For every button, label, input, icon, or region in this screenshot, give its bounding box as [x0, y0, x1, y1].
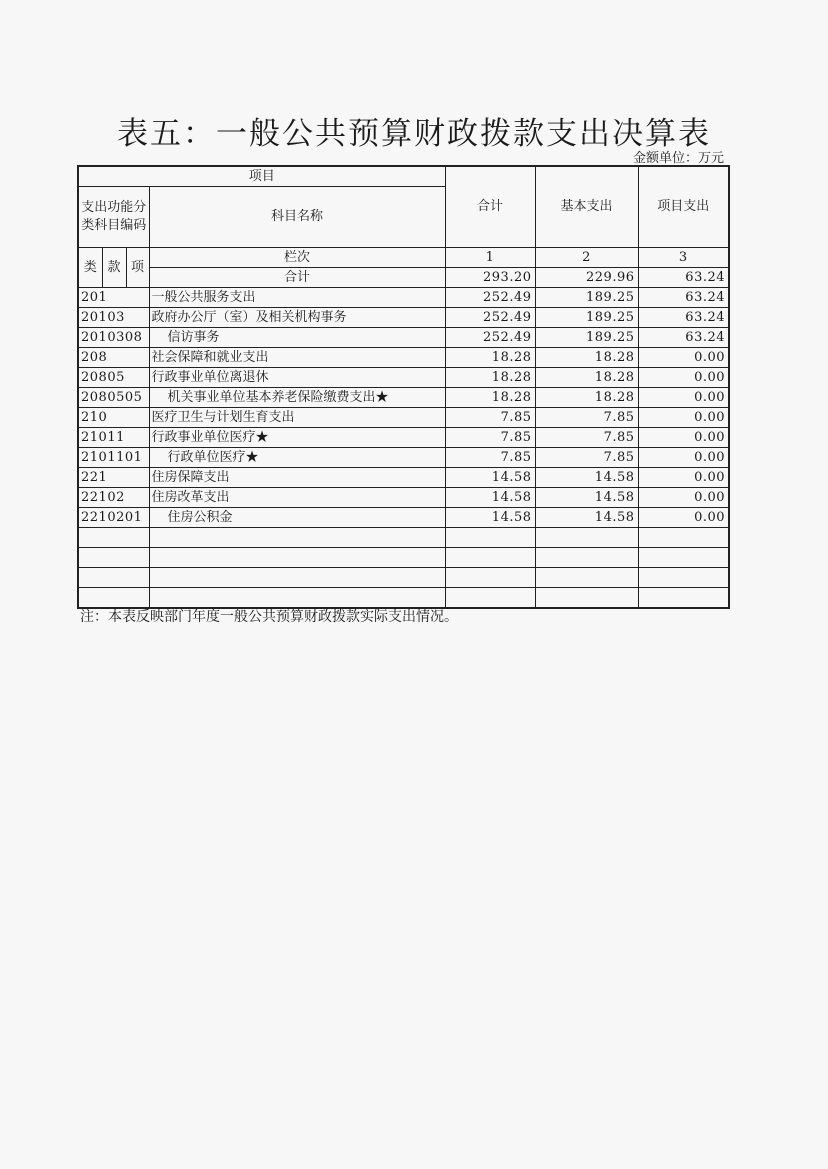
row-name: 行政事业单位医疗★	[149, 428, 445, 448]
row-code: 210	[78, 408, 149, 428]
row-project: 0.00	[638, 428, 729, 448]
row-code: 2101101	[78, 448, 149, 468]
header-project: 项目支出	[638, 166, 729, 248]
empty-cell	[638, 588, 729, 609]
row-basic: 14.58	[535, 488, 638, 508]
table-row	[78, 448, 729, 468]
row-name: 社会保障和就业支出	[149, 348, 445, 368]
table-row	[78, 308, 729, 328]
table-row	[78, 368, 729, 388]
page-title: 表五：一般公共预算财政拨款支出决算表	[117, 116, 711, 152]
empty-cell	[638, 548, 729, 568]
header-total: 合计	[445, 166, 535, 248]
grand-total-project: 63.24	[638, 268, 729, 288]
row-total: 14.58	[445, 508, 535, 528]
row-basic: 18.28	[535, 388, 638, 408]
table-row	[78, 488, 729, 508]
empty-cell	[535, 548, 638, 568]
empty-cell	[78, 528, 149, 548]
row-basic: 189.25	[535, 288, 638, 308]
row-project: 63.24	[638, 308, 729, 328]
header-lei: 类	[78, 248, 102, 288]
table-row	[78, 288, 729, 308]
header-col2: 2	[535, 248, 638, 268]
row-basic: 18.28	[535, 348, 638, 368]
table-row	[78, 388, 729, 408]
row-project: 0.00	[638, 388, 729, 408]
empty-cell	[78, 588, 149, 609]
header-col3: 3	[638, 248, 729, 268]
row-total: 14.58	[445, 488, 535, 508]
row-code: 20805	[78, 368, 149, 388]
row-code: 2010308	[78, 328, 149, 348]
row-basic: 14.58	[535, 468, 638, 488]
unit-label: 金额单位：万元	[632, 151, 724, 166]
empty-cell	[149, 528, 445, 548]
row-name: 机关事业单位基本养老保险缴费支出★	[149, 388, 445, 408]
row-code: 201	[78, 288, 149, 308]
row-total: 252.49	[445, 308, 535, 328]
row-name: 住房公积金	[149, 508, 445, 528]
empty-cell	[535, 528, 638, 548]
header-row-item	[78, 166, 729, 187]
empty-cell	[638, 568, 729, 588]
row-basic: 189.25	[535, 308, 638, 328]
row-total: 14.58	[445, 468, 535, 488]
expenditure-table	[77, 165, 730, 609]
row-name: 住房保障支出	[149, 468, 445, 488]
row-name: 住房改革支出	[149, 488, 445, 508]
header-row-order	[78, 248, 729, 268]
empty-cell	[445, 548, 535, 568]
header-column-order: 栏次	[149, 248, 445, 268]
row-project: 0.00	[638, 488, 729, 508]
row-total: 18.28	[445, 368, 535, 388]
row-basic: 7.85	[535, 448, 638, 468]
header-subject-name: 科目名称	[149, 187, 445, 248]
footnote: 注：本表反映部门年度一般公共预算财政拨款实际支出情况。	[80, 609, 458, 625]
row-project: 63.24	[638, 288, 729, 308]
header-basic: 基本支出	[535, 166, 638, 248]
row-name: 政府办公厅（室）及相关机构事务	[149, 308, 445, 328]
grand-total-label: 合计	[149, 268, 445, 288]
row-code: 2210201	[78, 508, 149, 528]
row-total: 7.85	[445, 408, 535, 428]
row-code: 221	[78, 468, 149, 488]
empty-cell	[445, 568, 535, 588]
header-item: 项目	[78, 166, 445, 187]
table-row	[78, 408, 729, 428]
row-name: 信访事务	[149, 328, 445, 348]
table-row	[78, 328, 729, 348]
grand-total-total: 293.20	[445, 268, 535, 288]
row-code: 22102	[78, 488, 149, 508]
empty-cell	[78, 568, 149, 588]
row-name: 行政单位医疗★	[149, 448, 445, 468]
row-basic: 14.58	[535, 508, 638, 528]
grand-total-basic: 229.96	[535, 268, 638, 288]
row-name: 行政事业单位离退休	[149, 368, 445, 388]
row-project: 0.00	[638, 468, 729, 488]
empty-cell	[445, 588, 535, 609]
header-col1: 1	[445, 248, 535, 268]
empty-row	[78, 548, 729, 568]
empty-cell	[638, 528, 729, 548]
row-project: 0.00	[638, 348, 729, 368]
row-basic: 189.25	[535, 328, 638, 348]
row-code: 208	[78, 348, 149, 368]
empty-row	[78, 568, 729, 588]
empty-cell	[149, 548, 445, 568]
empty-cell	[535, 588, 638, 609]
row-name: 医疗卫生与计划生育支出	[149, 408, 445, 428]
row-total: 7.85	[445, 448, 535, 468]
row-basic: 7.85	[535, 428, 638, 448]
row-project: 0.00	[638, 448, 729, 468]
grand-total-row	[78, 268, 729, 288]
row-project: 0.00	[638, 368, 729, 388]
table-row	[78, 348, 729, 368]
table-row	[78, 508, 729, 528]
row-name: 一般公共服务支出	[149, 288, 445, 308]
header-kuan: 款	[102, 248, 126, 288]
empty-row	[78, 588, 729, 609]
row-total: 18.28	[445, 348, 535, 368]
empty-cell	[78, 548, 149, 568]
row-total: 252.49	[445, 288, 535, 308]
row-code: 2080505	[78, 388, 149, 408]
empty-cell	[149, 588, 445, 609]
row-basic: 18.28	[535, 368, 638, 388]
row-project: 0.00	[638, 408, 729, 428]
row-total: 7.85	[445, 428, 535, 448]
row-basic: 7.85	[535, 408, 638, 428]
header-code-group: 支出功能分类科目编码	[78, 187, 149, 248]
row-code: 20103	[78, 308, 149, 328]
empty-cell	[535, 568, 638, 588]
row-code: 21011	[78, 428, 149, 448]
row-total: 18.28	[445, 388, 535, 408]
header-xiang: 项	[126, 248, 149, 288]
row-total: 252.49	[445, 328, 535, 348]
table-row	[78, 428, 729, 448]
empty-cell	[149, 568, 445, 588]
row-project: 0.00	[638, 508, 729, 528]
table-row	[78, 468, 729, 488]
empty-row	[78, 528, 729, 548]
row-project: 63.24	[638, 328, 729, 348]
empty-cell	[445, 528, 535, 548]
